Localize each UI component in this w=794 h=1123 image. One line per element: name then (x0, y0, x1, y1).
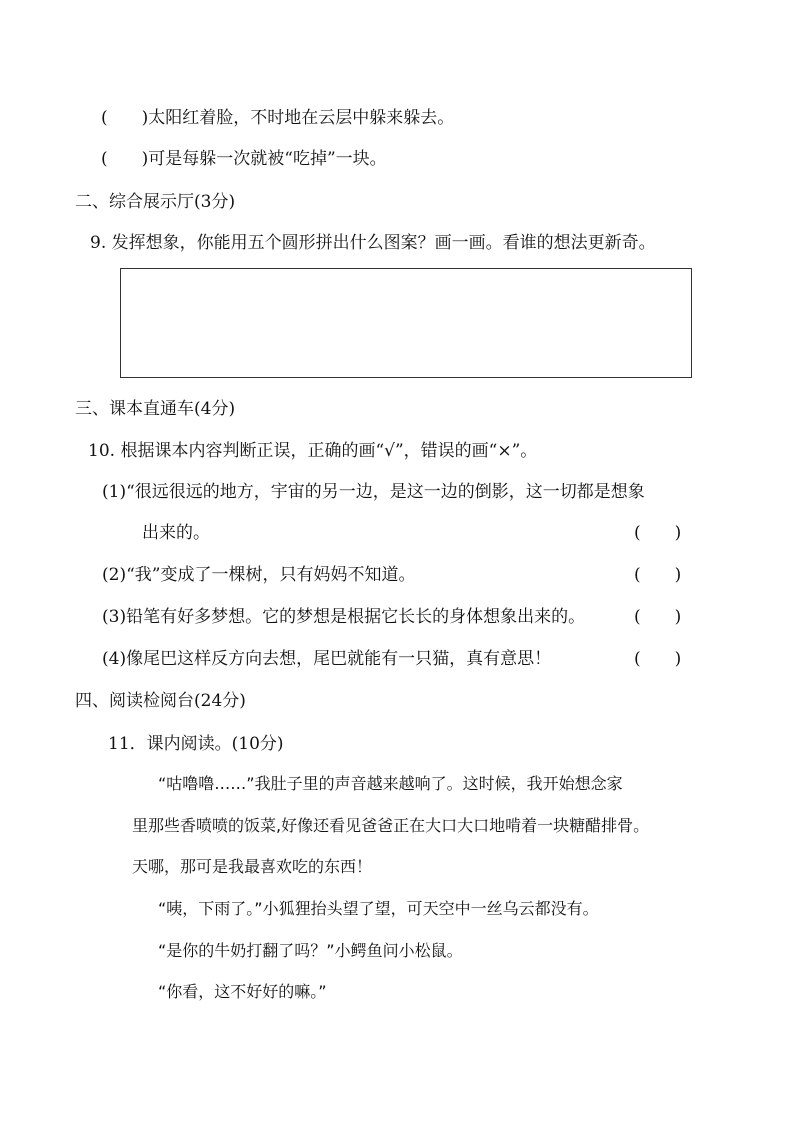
judge-item-4: (4)像尾巴这样反方向去想，尾巴就能有一只猫，真有意思！ (102, 649, 552, 669)
judge-item-1-blank[interactable]: ( ) (634, 523, 682, 543)
reading-para-3: “是你的牛奶打翻了吗？”小鳄鱼问小松鼠。 (158, 941, 463, 960)
question-11: 11．课内阅读。(10分) (108, 734, 284, 754)
section-4-heading: 四、阅读检阅台(24分) (75, 691, 246, 711)
reading-para-1-line-2: 里那些香喷喷的饭菜,好像还看见爸爸正在大口大口地啃着一块糖醋排骨。 (132, 816, 650, 835)
question-10: 10. 根据课本内容判断正误，正确的画“√”，错误的画“×”。 (88, 441, 538, 461)
judge-item-3: (3)铅笔有好多梦想。它的梦想是根据它长长的身体想象出来的。 (102, 607, 586, 627)
judge-item-2: (2)“我”变成了一棵树，只有妈妈不知道。 (102, 565, 416, 585)
judge-item-1-continued: 出来的。 (142, 523, 210, 543)
reading-para-1-line-1: “咕噜噜……”我肚子里的声音越来越响了。这时候，我开始想念家 (158, 774, 623, 793)
statement-line-1: ( )太阳红着脸，不时地在云层中躲来躲去。 (101, 108, 455, 128)
judge-item-3-blank[interactable]: ( ) (634, 607, 682, 627)
reading-para-2: “咦，下雨了。”小狐狸抬头望了望，可天空中一丝乌云都没有。 (158, 899, 599, 918)
judge-item-4-blank[interactable]: ( ) (634, 649, 682, 669)
reading-para-4: “你看，这不好好的嘛。” (158, 982, 327, 1001)
question-9: 9. 发挥想象，你能用五个圆形拼出什么图案？画一画。看谁的想法更新奇。 (90, 233, 656, 253)
statement-line-2: ( )可是每躲一次就被“吃掉”一块。 (101, 149, 387, 169)
drawing-answer-box[interactable] (120, 268, 692, 378)
judge-item-2-blank[interactable]: ( ) (634, 565, 682, 585)
judge-item-1: (1)“很远很远的地方，宇宙的另一边，是这一边的倒影，这一切都是想象 (102, 482, 645, 502)
reading-para-1-line-3: 天哪，那可是我最喜欢吃的东西！ (132, 857, 373, 876)
section-2-heading: 二、综合展示厅(3分) (75, 192, 236, 212)
section-3-heading: 三、课本直通车(4分) (75, 399, 236, 419)
